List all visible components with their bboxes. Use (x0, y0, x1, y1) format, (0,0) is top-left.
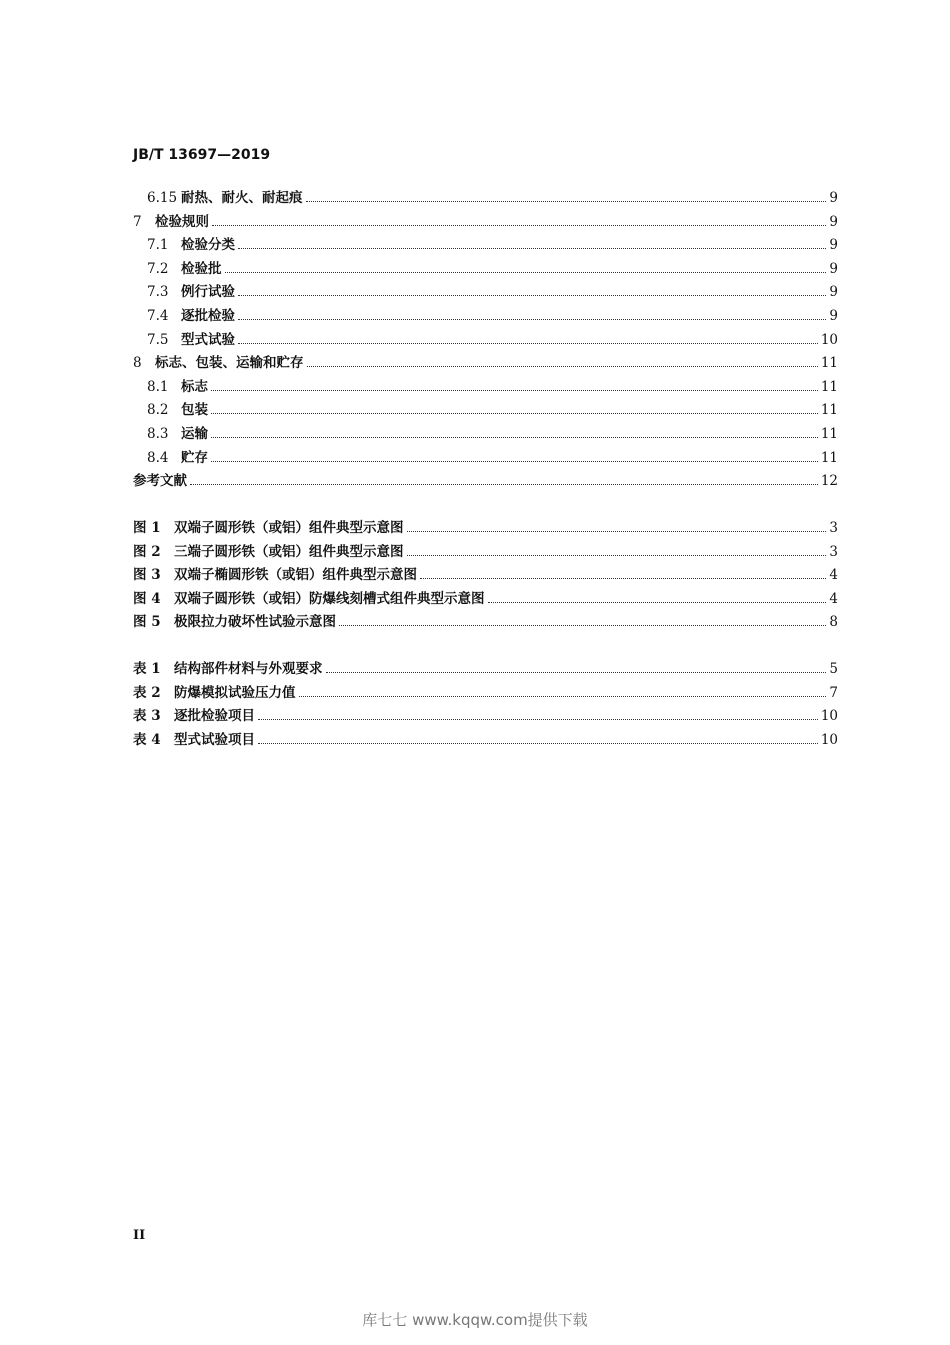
entry-page: 9 (829, 237, 838, 254)
figures-entry[interactable] (133, 563, 838, 583)
entry-page: 11 (820, 355, 838, 372)
entry-title: 三端子圆形铁（或铝）组件典型示意图 (174, 543, 404, 560)
entry-title: 逐批检验项目 (174, 708, 255, 725)
tables-entry[interactable] (133, 728, 838, 748)
entry-page: 10 (820, 731, 838, 748)
entry-title: 双端子椭圆形铁（或铝）组件典型示意图 (174, 567, 417, 584)
tables-entry[interactable] (133, 704, 838, 724)
entry-title: 耐热、耐火、耐起痕 (181, 190, 303, 206)
entry-title: 运输 (181, 426, 208, 442)
entry-page: 9 (829, 260, 838, 277)
tables-entry[interactable] (133, 681, 838, 701)
entry-title: 贮存 (181, 449, 208, 466)
entry-page: 12 (820, 473, 838, 490)
entry-title: 结构部件材料与外观要求 (174, 661, 323, 677)
entry-number: 8.1 (147, 378, 169, 395)
entry-title: 防爆模拟试验压力值 (174, 684, 296, 701)
entry-page: 4 (829, 590, 838, 607)
toc_entries-entry[interactable] (133, 210, 838, 230)
entry-number: 7.1 (147, 237, 169, 254)
entry-title: 包装 (181, 402, 208, 419)
entry-title: 例行试验 (181, 284, 235, 301)
dot-leader (190, 483, 818, 485)
entry-number: 图 1 (133, 520, 161, 536)
entry-page: 7 (829, 684, 838, 701)
dot-leader (238, 318, 826, 320)
entry-number: 7.3 (147, 284, 169, 301)
entry-page: 4 (829, 567, 838, 584)
entry-title: 检验规则 (155, 213, 209, 230)
entry-title: 型式试验 (181, 331, 235, 348)
tables-entry[interactable] (133, 657, 838, 677)
toc_entries-entry[interactable] (147, 375, 838, 395)
toc_entries-entry[interactable] (147, 280, 838, 300)
entry-title: 双端子圆形铁（或铝）防爆线刻槽式组件典型示意图 (174, 590, 485, 607)
dot-leader (306, 200, 827, 202)
entry-number: 表 3 (133, 708, 161, 725)
entry-page: 3 (829, 543, 838, 560)
toc_entries-entry[interactable] (133, 351, 838, 371)
entry-title: 标志、包装、运输和贮存 (155, 355, 304, 372)
entry-title: 逐批检验 (181, 308, 235, 324)
entry-page: 11 (820, 426, 838, 442)
dot-leader (307, 365, 818, 367)
document-code: JB/T 13697—2019 (133, 147, 271, 163)
page-number: II (133, 1228, 146, 1243)
toc_entries-entry[interactable] (147, 233, 838, 253)
entry-number: 7.4 (147, 308, 169, 324)
toc_entries-entry[interactable] (147, 422, 838, 442)
watermark-text: 库七七 www.kqqw.com提供下载 (362, 1311, 588, 1329)
dot-leader (258, 742, 818, 744)
entry-title: 参考文献 (133, 473, 187, 490)
entry-page: 9 (829, 308, 838, 324)
entry-number: 表 1 (133, 661, 161, 677)
entry-number: 图 4 (133, 590, 161, 607)
entry-title: 极限拉力破坏性试验示意图 (174, 614, 336, 631)
dot-leader (238, 342, 818, 344)
toc_entries-entry[interactable] (147, 446, 838, 466)
entry-page: 10 (820, 331, 838, 348)
entry-page: 5 (829, 661, 838, 677)
entry-number: 7 (133, 213, 142, 230)
entry-page: 11 (820, 378, 838, 395)
toc_entries-entry[interactable] (147, 257, 838, 277)
entry-title: 双端子圆形铁（或铝）组件典型示意图 (174, 520, 404, 536)
figures-entry[interactable] (133, 540, 838, 560)
dot-leader (238, 294, 826, 296)
entry-number: 8.2 (147, 402, 169, 419)
toc_entries-entry[interactable] (133, 469, 838, 489)
entry-page: 3 (829, 520, 838, 536)
entry-page: 11 (820, 449, 838, 466)
figures-entry[interactable] (133, 516, 838, 536)
entry-page: 9 (829, 190, 838, 206)
entry-page: 11 (820, 402, 838, 419)
entry-page: 9 (829, 213, 838, 230)
entry-title: 检验分类 (181, 237, 235, 254)
dot-leader (225, 271, 827, 273)
dot-leader (258, 718, 818, 720)
dot-leader (238, 247, 826, 249)
entry-number: 7.5 (147, 331, 169, 348)
entry-number: 表 2 (133, 684, 161, 701)
entry-page: 10 (820, 708, 838, 725)
toc_entries-entry[interactable] (147, 398, 838, 418)
dot-leader (211, 389, 818, 391)
entry-number: 表 4 (133, 731, 161, 748)
dot-leader (211, 436, 818, 438)
entry-number: 7.2 (147, 260, 169, 277)
entry-number: 8 (133, 355, 142, 372)
figures-entry[interactable] (133, 610, 838, 630)
entry-page: 9 (829, 284, 838, 301)
entry-number: 8.4 (147, 449, 169, 466)
entry-number: 图 5 (133, 614, 161, 631)
figures-entry[interactable] (133, 587, 838, 607)
entry-number: 图 2 (133, 543, 161, 560)
entry-page: 8 (829, 614, 838, 631)
entry-number: 图 3 (133, 567, 161, 584)
dot-leader (407, 530, 827, 532)
entry-title: 检验批 (181, 260, 222, 277)
dot-leader (407, 554, 827, 556)
dot-leader (211, 412, 818, 414)
dot-leader (212, 224, 826, 226)
entry-title: 标志 (181, 378, 208, 395)
entry-number: 6.15 (147, 190, 178, 206)
dot-leader (420, 577, 826, 579)
entry-title: 型式试验项目 (174, 731, 255, 748)
dot-leader (299, 695, 827, 697)
toc_entries-entry[interactable] (147, 328, 838, 348)
toc_entries-entry[interactable] (147, 304, 838, 324)
toc_entries-entry[interactable] (147, 186, 838, 206)
dot-leader (326, 671, 827, 673)
dot-leader (339, 624, 826, 626)
dot-leader (488, 601, 827, 603)
dot-leader (211, 460, 818, 462)
entry-number: 8.3 (147, 426, 169, 442)
